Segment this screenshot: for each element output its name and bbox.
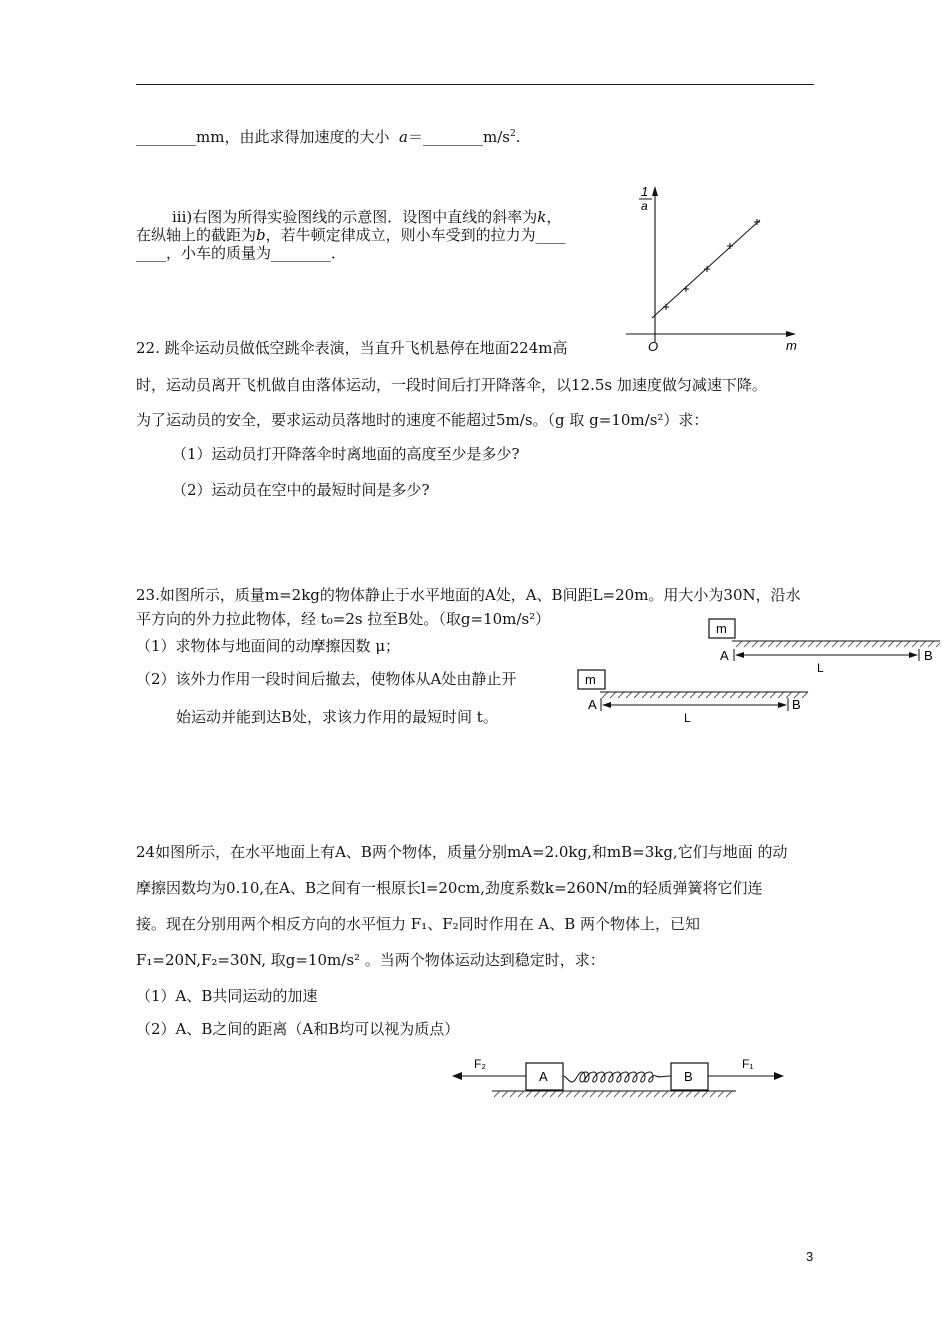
spring bbox=[563, 1072, 671, 1082]
q23-line2: 平方向的外力拉此物体，经 t₀=2s 拉至B处。（取g=10m/s²） bbox=[136, 610, 551, 628]
q24-sub1: （1）A、B共同运动的加速 bbox=[136, 987, 318, 1005]
label-A: A bbox=[720, 648, 729, 663]
q23-sub2: （2）该外力作用一段时间后撤去，使物体从A处由静止开 bbox=[136, 670, 517, 688]
q24-line1: 24如图所示，在水平地面上有A、B两个物体，质量分别mA=2.0kg,和mB=3kg,它们与地面 的动 bbox=[136, 843, 788, 861]
q22-line3: 为了运动员的安全，要求运动员落地时的速度不能超过5m/s。（g 取 g=10m/s²）求： bbox=[136, 411, 709, 429]
unit: m/s bbox=[482, 128, 510, 146]
page-number: 3 bbox=[806, 1249, 814, 1264]
text: mm，由此求得加速度的大小 bbox=[196, 128, 390, 146]
graph-1a-vs-m bbox=[618, 180, 808, 355]
label-F1: F₁ bbox=[742, 1057, 754, 1071]
label-B: B bbox=[792, 697, 801, 712]
q24-line2: 摩擦因数均为0.10,在A、B之间有一根原长l=20cm,劲度系数k=260N/m的轻质弹簧将它们连 bbox=[136, 879, 763, 897]
label-L: L bbox=[684, 711, 691, 725]
y-label-numerator: 1 bbox=[641, 184, 649, 199]
header-rule bbox=[136, 84, 814, 85]
q21-answer-line bbox=[136, 124, 520, 147]
label-A: A bbox=[539, 1069, 548, 1084]
q22-line2: 时，运动员离开飞机做自由落体运动，一段时间后打开降落伞，以12.5s 加速度做匀减速下降。 bbox=[136, 376, 767, 394]
blank: ________ bbox=[136, 128, 196, 146]
blank: ________ bbox=[422, 128, 483, 146]
q24-line3: 接。现在分别用两个相反方向的水平恒力 F₁、F₂同时作用在 A、B 两个物体上，已知 bbox=[136, 915, 701, 933]
q21-iii-line2 bbox=[136, 225, 566, 245]
label-B: B bbox=[924, 648, 933, 663]
q21-iii-line1 bbox=[172, 207, 561, 227]
fig24-spring-system bbox=[448, 1052, 793, 1107]
q23-line1: 23.如图所示，质量m=2kg的物体静止于水平地面的A处，A、B间距L=20m。用大小为30N，沿水 bbox=[136, 586, 801, 604]
b-symbol: b bbox=[256, 226, 266, 244]
text: ， bbox=[546, 208, 562, 226]
a-symbol: a bbox=[399, 128, 408, 146]
text: 在纵轴上的截距为 bbox=[136, 226, 257, 244]
q24-sub2: （2）A、B之间的距离（A和B均可以视为质点） bbox=[136, 1020, 460, 1038]
label-B: B bbox=[684, 1069, 693, 1084]
q23-sub2b: 始运动并能到达B处，求该力作用的最短时间 t。 bbox=[176, 708, 498, 726]
text: iii)右图为所得实验图线的示意图．设图中直线的斜率为 bbox=[172, 208, 538, 226]
fig23-lower bbox=[570, 665, 815, 727]
q22-sub2: （2）运动员在空中的最短时间是多少? bbox=[172, 481, 430, 499]
k-symbol: k bbox=[537, 208, 547, 226]
label-L: L bbox=[817, 661, 824, 674]
mass-label: m bbox=[716, 621, 727, 636]
origin-label: O bbox=[648, 339, 659, 354]
q24-line4: F₁=20N,F₂=30N, 取g=10m/s² 。当两个物体运动达到稳定时，求： bbox=[136, 951, 605, 969]
text: ＝ bbox=[407, 128, 423, 146]
label-F2: F₂ bbox=[474, 1057, 486, 1071]
y-label-denominator: a bbox=[641, 199, 648, 213]
y-axis-arrow bbox=[652, 186, 658, 196]
superscript: 2 bbox=[509, 129, 516, 139]
text: ，若牛顿定律成立，则小车受到的拉力为____ bbox=[265, 226, 566, 244]
text: . bbox=[515, 128, 521, 146]
q23-sub1: （1）求物体与地面间的动摩擦因数 μ； bbox=[136, 637, 401, 655]
x-axis-arrow bbox=[786, 331, 796, 337]
q22-line1: 22. 跳伞运动员做低空跳伞表演，当直升飞机悬停在地面224m高 bbox=[136, 339, 568, 357]
mass-label: m bbox=[585, 672, 596, 687]
x-label: m bbox=[786, 338, 797, 353]
label-A: A bbox=[588, 697, 597, 712]
q21-iii-line3: ____，小车的质量为________． bbox=[136, 244, 347, 262]
q22-sub1: （1）运动员打开降落伞时离地面的高度至少是多少? bbox=[172, 445, 520, 463]
